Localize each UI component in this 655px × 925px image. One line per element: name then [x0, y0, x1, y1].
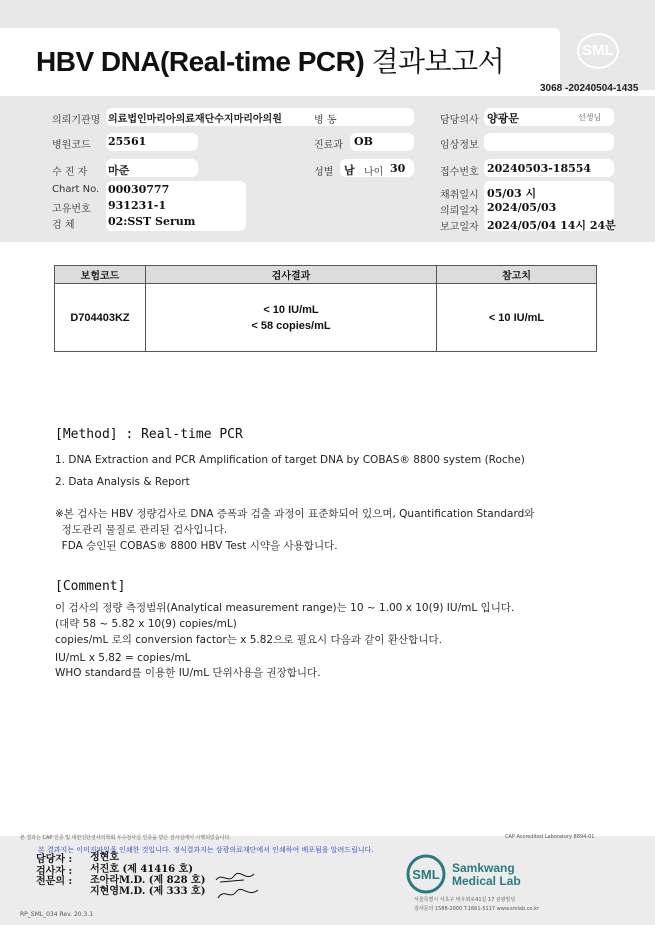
comment-line-2: (대략 58 ~ 5.82 x 10(9) copies/mL) [55, 618, 237, 630]
doctor-suffix: 선생님 [578, 113, 602, 122]
dept-label: 진료과 [314, 140, 343, 151]
header-result: 검사결과 [146, 266, 437, 284]
result-cell [146, 284, 437, 352]
request-value: 2024/05/03 [487, 201, 557, 214]
reference-cell: < 10 IU/mL [437, 284, 597, 352]
specimen-value: 02:SST Serum [108, 215, 196, 228]
method-note-2: 정도관리 물질로 관리된 검사입니다. [55, 524, 228, 536]
comment-line-4: IU/mL x 5.82 = copies/mL [55, 652, 191, 664]
footer-cap-text: CAP Accredited Laboratory 8894-01 [505, 834, 595, 840]
results-table [54, 265, 597, 352]
sex-value: 남 [344, 164, 355, 177]
result-iu: < 10 IU/mL [263, 303, 319, 316]
hospital-code-value: 25561 [108, 135, 147, 148]
patient-value: 마준 [108, 164, 130, 177]
clinical-field [484, 133, 614, 151]
method-line-2: 2. Data Analysis & Report [55, 476, 190, 488]
footer-fine-print: 본 결과는 CAP 인증 및 대한진단검사의학회 우수검사실 인증을 받은 검사실에서 시행되었습니다. [20, 835, 231, 841]
staff-value-4: 지현영M.D. (제 333 호) [90, 886, 206, 897]
header-reference: 참고치 [437, 266, 597, 284]
signature-images [214, 868, 264, 902]
report-date-label: 보고일자 [440, 222, 479, 233]
footer-notice: 본 결과지는 이미지파일을 인쇄한 것입니다. 정식결과지는 삼광의료재단에서 인쇄하여 배포됨을 알려드립니다. [38, 846, 374, 854]
svg-text:SML: SML [412, 867, 440, 882]
id-value: 931231-1 [108, 199, 167, 212]
document-number-line1: 3068 -20240504-1435 [540, 83, 639, 94]
insurance-code-cell: D704403KZ [55, 284, 146, 352]
comment-line-3: copies/mL 로의 conversion factor는 x 5.82으로 필요시 다음과 같이 환산합니다. [55, 634, 442, 646]
result-copies: < 58 copies/mL [251, 319, 331, 332]
sml-logo: SML [577, 33, 619, 69]
company-name [452, 862, 521, 888]
method-note-1: ※본 검사는 HBV 정량검사로 DNA 증폭과 검출 과정이 표준화되어 있으며, Quantification Standard와 [55, 508, 535, 520]
form-code: RP_SML_034 Rev. 20.3.1 [20, 911, 94, 918]
staff-value-3: 조아라M.D. (제 828 호) [90, 875, 206, 886]
clinical-label: 임상정보 [440, 140, 479, 151]
comment-line-1: 이 검사의 정량 측정범위(Analytical measurement range)는 10 ~ 1.00 x 10(9) IU/mL 입니다. [55, 602, 515, 614]
request-label: 의뢰일자 [440, 206, 479, 217]
company-name-1: Samkwang [452, 861, 515, 875]
dept-value: OB [354, 135, 373, 148]
comment-line-5: WHO standard를 이용한 IU/mL 단위사용을 권장합니다. [55, 667, 321, 679]
report-title-en: HBV DNA(Real-time PCR) [36, 46, 372, 77]
institution-label: 의뢰기관명 [52, 115, 101, 126]
sex-label: 성별 [314, 167, 334, 178]
staff-label-3: 전문의 : [36, 876, 73, 887]
chart-label: Chart No. [52, 184, 100, 195]
age-label: 나이 [364, 167, 384, 178]
company-address-2: 검사문의 1588-2000 T.1661-5117 www.smlab.co.kr [414, 906, 539, 912]
staff-label-1: 담당자 : [36, 854, 73, 865]
table-row [55, 284, 597, 352]
chart-value: 00030777 [108, 183, 170, 196]
results-header-row [55, 266, 597, 284]
receipt-label: 접수번호 [440, 167, 479, 178]
collect-value: 05/03 시 [487, 187, 537, 200]
specimen-label: 검 체 [52, 220, 75, 231]
institution-value: 의료법인마리아의료재단수지마리아의원 [108, 114, 282, 125]
comment-heading: [Comment] [55, 579, 126, 594]
hospital-code-label: 병원코드 [52, 140, 91, 151]
patient-label: 수 진 자 [52, 167, 88, 178]
company-address-1: 서울특별시 서초구 바우뫼로41길 17 삼광빌딩 [414, 897, 516, 903]
age-value: 30 [390, 162, 406, 175]
doctor-label: 담당의사 [440, 115, 479, 126]
sml-brand-logo-icon [406, 854, 446, 894]
method-note-3: FDA 승인된 COBAS® 8800 HBV Test 시약을 사용합니다. [55, 540, 338, 552]
header-insurance-code: 보험코드 [55, 266, 146, 284]
report-title [36, 40, 504, 80]
collect-label: 채취일시 [440, 190, 479, 201]
staff-value-2: 서진호 (제 41416 호) [90, 864, 193, 875]
doctor-value: 양광문 [487, 112, 519, 125]
report-title-kr: 결과보고서 [371, 45, 505, 78]
ward-label: 병 동 [314, 115, 337, 126]
method-line-1: 1. DNA Extraction and PCR Amplification of target DNA by COBAS® 8800 system (Roche) [55, 454, 525, 466]
receipt-value: 20240503-18554 [487, 162, 592, 175]
report-date-value: 2024/05/04 14시 24분 [487, 219, 616, 232]
method-heading: [Method] : Real-time PCR [55, 427, 243, 442]
company-name-2: Medical Lab [452, 874, 521, 888]
staff-value-1: 정현호 [90, 852, 119, 863]
staff-label-2: 검사자 : [36, 866, 73, 877]
id-label: 고유번호 [52, 204, 91, 215]
